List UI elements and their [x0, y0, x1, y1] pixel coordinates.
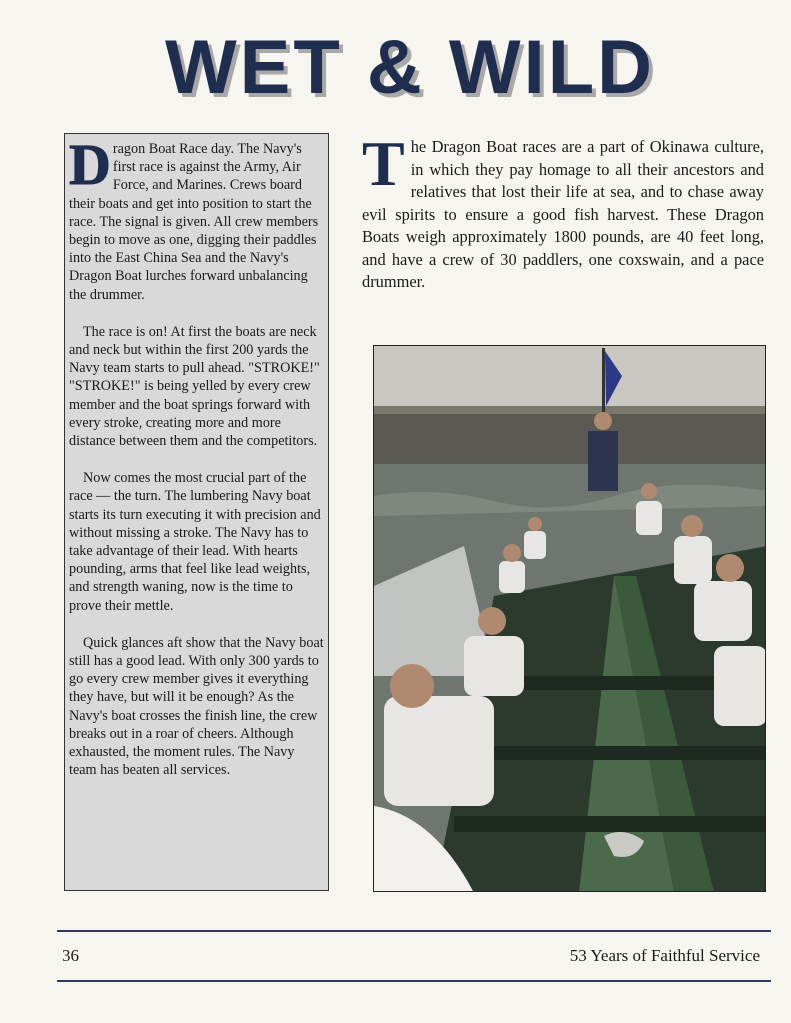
page-title: WET & WILD	[164, 25, 656, 110]
footer-rule-top	[57, 930, 771, 932]
publication-name: 53 Years of Faithful Service	[569, 946, 760, 965]
drop-cap-d: D	[69, 133, 111, 197]
drop-cap-t: T	[362, 128, 405, 199]
sidebar-story-box	[64, 133, 329, 891]
sidebar-paragraph-4: Quick glances aft show that the Navy boat still has a good lead. With only 300 yards to go every crew member gives it everything they have, but will it be enough? As the Navy's boat crosses the finish line, the crew breaks out in a roar of cheers. Although exhausted, the moment rules. The Navy team has beaten all services.	[69, 634, 324, 779]
sidebar-paragraph-1	[69, 133, 324, 304]
intro-paragraph-text: he Dragon Boat races are a part of Okinawa culture, in which they pay homage to all their ancestors and relatives that lost their life at sea, and to chase away evil spirits to ensure a good fish harvest. These Dragon Boats weigh approximately 1800 pounds, are 40 feet long, and have a crew of 30 paddlers, one coxswain, and a pace drummer.	[362, 137, 764, 291]
sidebar-paragraph-3: Now comes the most crucial part of the race — the turn. The lumbering Navy boat starts its turn executing it with precision and without missing a stroke. The Navy has to take advantage of their lead. With hearts pounding, arms that feel like lead weights, and strength waning, now is the time to prove their mettle.	[69, 470, 321, 614]
footer-rule-bottom	[57, 980, 771, 982]
intro-paragraph	[362, 128, 764, 294]
sidebar-paragraph-2: The race is on! At first the boats are neck and neck but within the first 200 yards the Navy team starts to pull ahead. "STROKE!" "STROKE!" is being yelled by every crew member and the boat springs forward with every stroke, creating more and more distance between them and the competitors.	[69, 323, 320, 450]
intro-text	[362, 128, 764, 294]
dragon-boat-photo	[373, 345, 766, 892]
page-number: 36	[62, 946, 79, 965]
sidebar-paragraph-1-text: ragon Boat Race day. The Navy's first race is against the Army, Air Force, and Marines. Crews board their boats and get into position to start the race. The signal is given. All crew members begin to move as one, digging their paddles into the East China Sea and the Navy's Dragon Boat lurches forward unbalancing the drummer.	[69, 141, 319, 303]
